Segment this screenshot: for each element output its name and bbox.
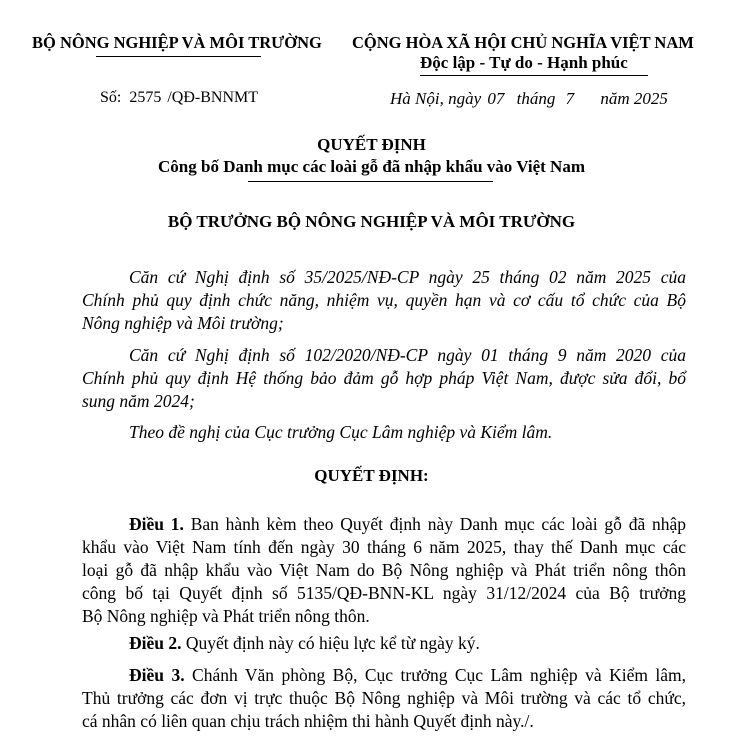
preamble-line: Chính phủ quy định Hệ thống bảo đảm gỗ hợp pháp Việt Nam, được sửa đổi, bổ <box>82 368 686 388</box>
subtitle-underline <box>248 181 493 182</box>
date-month: 7 <box>565 89 575 108</box>
article-line: Bộ Nông nghiệp và Phát triển nông thôn. <box>82 606 370 626</box>
article-3 <box>82 664 686 733</box>
national-motto: Độc lập - Tự do - Hạnh phúc <box>420 53 628 72</box>
preamble-paragraph-1 <box>82 266 686 335</box>
article-line: khẩu vào Việt Nam tính đến ngày 30 tháng 6 năm 2025, thay thế Danh mục các <box>82 537 686 557</box>
republic-name: CỘNG HÒA XÃ HỘI CHỦ NGHĨA VIỆT NAM <box>352 33 694 52</box>
number-value: 2575 <box>129 89 162 106</box>
preamble-line: Nông nghiệp và Môi trường; <box>82 313 284 333</box>
article-text: Chánh Văn phòng Bộ, Cục trưởng Cục Lâm nghiệp và Kiểm lâm, <box>192 665 687 685</box>
article-line <box>82 664 686 687</box>
article-1 <box>82 513 686 628</box>
article-text: Quyết định này có hiệu lực kể từ ngày ký. <box>185 633 480 653</box>
place-date-prefix: Hà Nội, ngày <box>390 89 482 108</box>
article-line: công bố tại Quyết định số 5135/QĐ-BNN-KL ngày 31/12/2024 của Bộ trưởng <box>82 583 686 603</box>
preamble-line: Căn cứ Nghị định số 102/2020/NĐ-CP ngày 01 tháng 9 năm 2020 của <box>129 345 686 365</box>
preamble-paragraph-3 <box>82 421 686 444</box>
preamble-paragraph-2 <box>82 344 686 413</box>
number-code: /QĐ-BNNMT <box>167 89 259 106</box>
article-line: loại gỗ đã nhập khẩu vào Việt Nam do Bộ Nông nghiệp và Phát triển nông thôn <box>82 560 686 580</box>
preamble-line: Theo đề nghị của Cục trưởng Cục Lâm nghiệp và Kiểm lâm. <box>129 422 553 442</box>
date-year: năm 2025 <box>600 89 668 108</box>
article-label: Điều 3. <box>129 665 185 685</box>
document-title: QUYẾT ĐỊNH <box>317 135 426 154</box>
ministry-underline <box>96 56 261 57</box>
decision-heading: QUYẾT ĐỊNH: <box>314 466 429 485</box>
preamble-line: sung năm 2024; <box>82 391 195 411</box>
document-number <box>100 89 258 107</box>
ministry-name: BỘ NÔNG NGHIỆP VÀ MÔI TRƯỜNG <box>32 33 322 52</box>
article-line <box>82 632 686 655</box>
issuing-authority: BỘ TRƯỞNG BỘ NÔNG NGHIỆP VÀ MÔI TRƯỜNG <box>167 212 576 231</box>
document-subtitle: Công bố Danh mục các loài gỗ đã nhập khẩu vào Việt Nam <box>158 157 585 176</box>
article-line: cá nhân có liên quan chịu trách nhiệm thi hành Quyết định này./. <box>82 711 534 731</box>
date-day: 07 <box>487 89 505 108</box>
article-label: Điều 1. <box>129 514 184 534</box>
number-label: Số: <box>100 89 122 106</box>
preamble-line: Căn cứ Nghị định số 35/2025/NĐ-CP ngày 25 tháng 02 năm 2025 của <box>129 267 686 287</box>
motto-underline <box>420 75 648 76</box>
article-line: Thủ trưởng các đơn vị trực thuộc Bộ Nông nghiệp và Môi trường và các tổ chức, <box>82 688 686 708</box>
article-text: Ban hành kèm theo Quyết định này Danh mục các loài gỗ đã nhập <box>190 514 687 534</box>
article-line <box>82 513 686 536</box>
article-2 <box>82 632 686 655</box>
place-date <box>390 89 668 109</box>
date-month-label: tháng <box>516 89 556 108</box>
article-label: Điều 2. <box>129 633 182 653</box>
preamble-line: Chính phủ quy định chức năng, nhiệm vụ, quyền hạn và cơ cấu tổ chức của Bộ <box>82 290 686 310</box>
